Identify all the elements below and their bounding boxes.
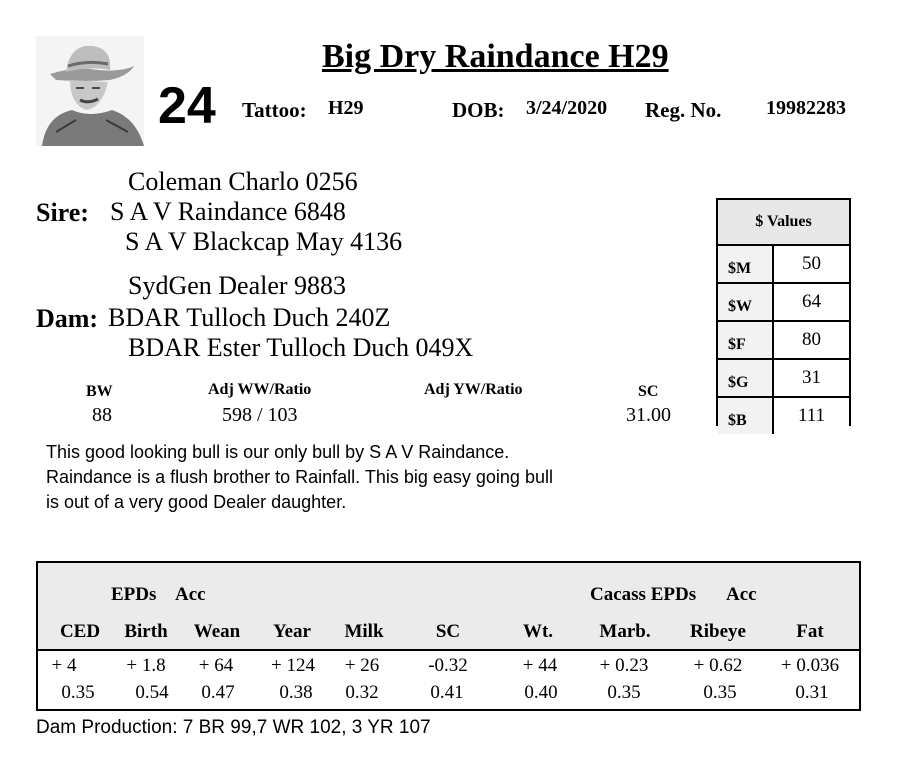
acc-value-ribeye: 0.35 <box>703 682 737 703</box>
epd-col-sc: SC <box>435 621 461 642</box>
epd-col-wean: Wean <box>193 621 241 642</box>
acc-value-wt: 0.40 <box>524 682 558 703</box>
adj-yw-label: Adj YW/Ratio <box>424 381 523 398</box>
acc-value-fat: 0.31 <box>795 682 829 703</box>
epd-col-year: Year <box>273 621 311 642</box>
carcass-epd-acc: Acc <box>726 584 757 605</box>
epd-col-marb: Marb. <box>599 621 651 642</box>
epd-group-acc: Acc <box>175 584 206 605</box>
dollar-row-g <box>718 360 849 398</box>
sc-value: 31.00 <box>626 404 671 426</box>
sc-label: SC <box>638 383 659 400</box>
acc-value-ced: 0.35 <box>61 682 95 703</box>
dob-label: DOB: <box>452 98 505 122</box>
epd-value-ced: + 4 <box>51 655 77 676</box>
adj-ww-label: Adj WW/Ratio <box>208 381 312 398</box>
epd-value-sc: -0.32 <box>428 655 468 676</box>
dollar-row-w <box>718 284 849 322</box>
epd-col-fat: Fat <box>796 621 824 642</box>
dollar-value: 64 <box>774 284 849 320</box>
dollar-values-table <box>716 198 851 429</box>
dollar-values-title: $ Values <box>718 200 849 246</box>
epd-table <box>36 561 861 711</box>
acc-value-marb: 0.35 <box>607 682 641 703</box>
reg-no-label: Reg. No. <box>645 98 722 122</box>
dam-dam: BDAR Ester Tulloch Duch 049X <box>128 333 474 362</box>
epd-col-ced: CED <box>59 621 101 642</box>
acc-value-birth: 0.54 <box>135 682 169 703</box>
dam-production: Dam Production: 7 BR 99,7 WR 102, 3 YR 107 <box>36 717 431 738</box>
dollar-key: $F <box>718 322 774 358</box>
epd-value-wt: + 44 <box>522 655 558 676</box>
acc-value-year: 0.38 <box>279 682 313 703</box>
tattoo-label: Tattoo: <box>242 98 307 122</box>
epd-col-milk: Milk <box>344 621 384 642</box>
dollar-value: 31 <box>774 360 849 396</box>
dam-sire: SydGen Dealer 9883 <box>128 271 347 300</box>
carcass-epd-title: Cacass EPDs <box>590 584 697 605</box>
tattoo-value: H29 <box>328 97 364 119</box>
epd-col-birth: Birth <box>124 621 168 642</box>
dollar-value: 80 <box>774 322 849 358</box>
reg-no-value: 19982283 <box>766 97 846 119</box>
dollar-row-f <box>718 322 849 360</box>
epd-value-marb: + 0.23 <box>599 655 649 676</box>
dollar-value: 50 <box>774 246 849 282</box>
sire-name: S A V Raindance 6848 <box>110 197 346 226</box>
dollar-row-m <box>718 246 849 284</box>
dam-label: Dam: <box>36 304 99 333</box>
epd-col-wt: Wt. <box>522 621 554 642</box>
epd-value-ribeye: + 0.62 <box>693 655 743 676</box>
bull-description: This good looking bull is our only bull by S A V Raindance. Raindance is a flush brother to Rainfall. This big easy going bull is out of a very good Dealer daughter. <box>46 442 553 512</box>
acc-value-wean: 0.47 <box>201 682 235 703</box>
cowboy-photo <box>36 36 144 146</box>
bw-label: BW <box>86 383 113 400</box>
epd-value-year: + 124 <box>271 655 315 676</box>
acc-value-milk: 0.32 <box>345 682 379 703</box>
bull-name-title: Big Dry Raindance H29 <box>322 38 669 75</box>
epd-value-milk: + 26 <box>344 655 380 676</box>
adj-ww-value: 598 / 103 <box>222 404 298 426</box>
sire-sire: Coleman Charlo 0256 <box>128 167 358 196</box>
dob-value: 3/24/2020 <box>526 97 608 119</box>
lot-number: 24 <box>158 77 216 135</box>
sire-dam: S A V Blackcap May 4136 <box>125 227 403 256</box>
dam-name: BDAR Tulloch Duch 240Z <box>108 303 391 332</box>
dollar-key: $W <box>718 284 774 320</box>
bw-value: 88 <box>92 404 112 426</box>
epd-value-wean: + 64 <box>198 655 234 676</box>
dollar-row-b <box>718 398 849 434</box>
dollar-key: $B <box>718 398 774 434</box>
epd-value-fat: + 0.036 <box>780 655 840 676</box>
sire-label: Sire: <box>36 198 89 227</box>
dollar-key: $M <box>718 246 774 282</box>
dollar-key: $G <box>718 360 774 396</box>
acc-value-sc: 0.41 <box>430 682 464 703</box>
dollar-value: 111 <box>774 398 849 434</box>
epd-col-ribeye: Ribeye <box>690 621 746 642</box>
epd-value-birth: + 1.8 <box>126 655 166 676</box>
epd-group-title: EPDs <box>111 584 157 605</box>
